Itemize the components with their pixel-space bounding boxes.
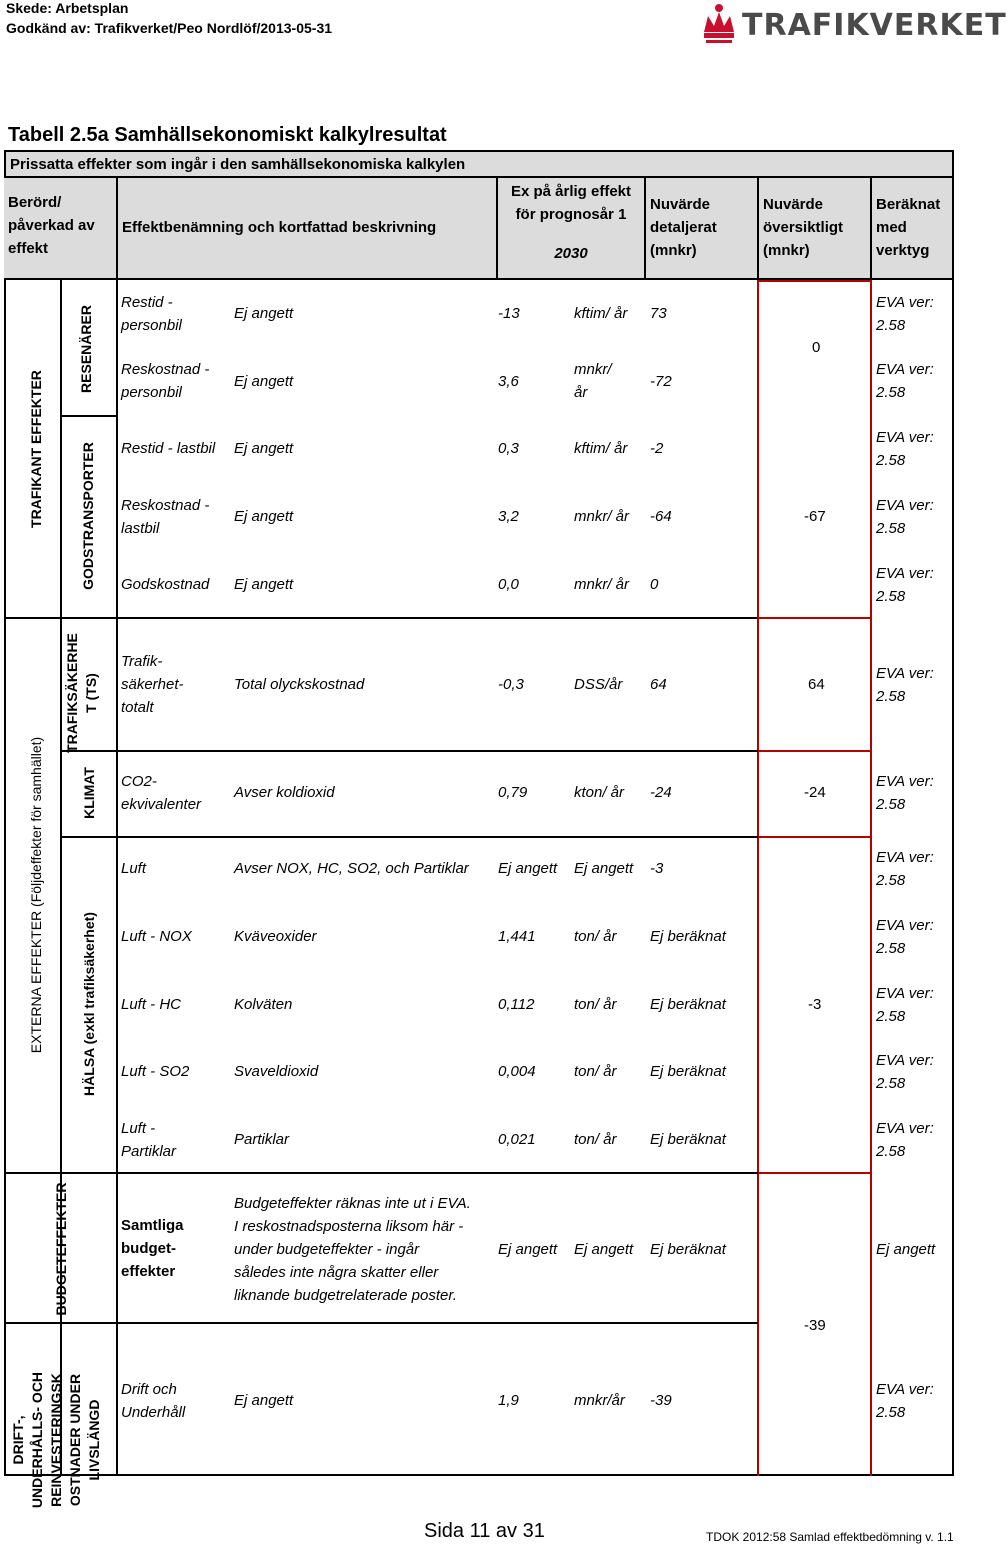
row-desc: Avser koldioxid <box>234 784 335 801</box>
row-co2-name: CO2- ekvivalenter <box>121 773 202 813</box>
table-title: Tabell 2.5a Samhällsekonomiskt kalkylresultat <box>8 124 447 146</box>
row-value: -13 <box>498 305 520 322</box>
row-desc: Ej angett <box>234 576 294 593</box>
row-desc: Ej angett <box>234 305 294 322</box>
page-number: Sida 11 av 31 <box>424 1520 545 1542</box>
row-desc: Avser NOX, HC, SO2, och Partiklar <box>234 860 469 877</box>
row-desc: Ej angett <box>234 373 294 390</box>
header-calculated: Beräknat med verktyg <box>872 178 954 280</box>
row-tool: EVA ver: 2.58 <box>876 429 934 469</box>
group-budget: BUDGETEFFEKTER <box>53 1182 69 1316</box>
row-value: 0,004 <box>498 1063 536 1080</box>
row-tool: EVA ver: 2.58 <box>876 665 934 705</box>
overview-halsa: -3 <box>808 996 822 1013</box>
divider <box>4 1322 118 1324</box>
row-unit: Ej angett <box>574 1241 634 1258</box>
group-halsa: HÄLSA (exkl trafiksäkerhet) <box>81 912 97 1096</box>
row-npv: -24 <box>650 784 672 801</box>
divider <box>116 280 118 1476</box>
row-value: 0,79 <box>498 784 528 801</box>
group-resenarer: RESENÄRER <box>78 305 94 393</box>
row-drift-name: Drift och Underhåll <box>121 1381 186 1421</box>
row-npv: 64 <box>650 676 667 693</box>
row-tool: EVA ver: 2.58 <box>876 1381 934 1421</box>
row-unit: ton/ år <box>574 1131 617 1148</box>
row-desc: Ej angett <box>234 440 294 457</box>
row-npv: Ej beräknat <box>650 1131 726 1148</box>
row-tool: EVA ver: 2.58 <box>876 985 934 1025</box>
row-desc: Ej angett <box>234 1392 294 1409</box>
row-unit: ton/ år <box>574 1063 617 1080</box>
row-unit: mnkr/ år <box>574 361 612 401</box>
red-divider <box>757 280 759 1476</box>
row-value: 3,2 <box>498 508 519 525</box>
divider <box>118 836 758 838</box>
row-npv: 0 <box>650 576 659 593</box>
row-value: Ej angett <box>498 1241 558 1258</box>
divider <box>118 1322 758 1324</box>
row-unit: ton/ år <box>574 928 617 945</box>
row-desc: Kväveoxider <box>234 928 317 945</box>
row-tool: EVA ver: 2.58 <box>876 565 934 605</box>
row-luft-nox-name: Luft - NOX <box>121 928 192 945</box>
row-luft-hc-name: Luft - HC <box>121 996 182 1013</box>
red-divider <box>757 1172 872 1174</box>
group-trafiksakerhet: TRAFIKSÄKERHE T (TS) <box>64 633 99 753</box>
header-npv-overview: Nuvärde översiktligt (mnkr) <box>759 178 872 280</box>
overview-trafikant-b: -67 <box>804 508 826 525</box>
row-value: 0,112 <box>498 996 535 1013</box>
row-tool: EVA ver: 2.58 <box>876 361 934 401</box>
row-tool: EVA ver: 2.58 <box>876 294 934 334</box>
group-godstransporter: GODSTRANSPORTER <box>80 442 96 590</box>
row-unit: kftim/ år <box>574 440 628 457</box>
red-divider <box>870 280 872 1476</box>
row-unit: kton/ år <box>574 784 625 801</box>
row-value: 0,021 <box>498 1131 536 1148</box>
red-divider <box>757 836 872 838</box>
row-luft-partiklar-name: Luft - Partiklar <box>121 1120 177 1160</box>
divider <box>118 750 758 752</box>
row-npv: Ej beräknat <box>650 1063 726 1080</box>
row-trafiksakerhet-name: Trafik- säkerhet- totalt <box>121 653 184 716</box>
row-reskostnad-lastbil-name: Reskostnad - lastbil <box>121 497 210 537</box>
row-npv: Ej beräknat <box>650 928 726 945</box>
group-klimat: KLIMAT <box>81 767 97 819</box>
overview-klimat: -24 <box>804 784 826 801</box>
row-restid-personbil-name: Restid - personbil <box>121 294 182 334</box>
row-unit: kftim/ år <box>574 305 628 322</box>
header-affected: Berörd/ påverkad av effekt <box>4 178 118 280</box>
divider <box>118 1172 758 1174</box>
row-tool: EVA ver: 2.58 <box>876 917 934 957</box>
row-value: 0,0 <box>498 576 519 593</box>
group-trafikant: TRAFIKANT EFFEKTER <box>28 370 44 528</box>
trafikverket-logo <box>700 2 1007 50</box>
row-tool: EVA ver: 2.58 <box>876 497 934 537</box>
row-desc: Svaveldioxid <box>234 1063 319 1080</box>
row-value: 1,9 <box>498 1392 519 1409</box>
row-tool: EVA ver: 2.58 <box>876 1120 934 1160</box>
row-npv: -64 <box>650 508 672 525</box>
row-restid-lastbil-name: Restid - lastbil <box>121 440 216 457</box>
row-value: -0,3 <box>498 676 524 693</box>
row-npv: -39 <box>650 1392 672 1409</box>
row-npv: 73 <box>650 305 667 322</box>
group-externa: EXTERNA EFFEKTER (Följdeffekter för samhället) <box>28 736 44 1054</box>
row-unit: mnkr/år <box>574 1392 625 1409</box>
red-divider <box>757 750 872 752</box>
row-unit: DSS/år <box>574 676 623 693</box>
row-value: 3,6 <box>498 373 519 390</box>
row-unit: ton/ år <box>574 996 617 1013</box>
header-example: Ex på årlig effekt för prognosår 1 2030 <box>498 178 646 280</box>
group-drift: DRIFT-, UNDERHÅLLS- OCH REINVESTERINGSK OSTNADER UNDER LIVSLÄNGD <box>10 1371 102 1509</box>
row-budget-desc: Budgeteffekter räknas inte ut i EVA. I reskostnadsposterna liksom här - under budgeteffekter - ingår således inte några skatter eller liknande budgetrelaterade poster. <box>234 1195 471 1304</box>
row-npv: -3 <box>650 860 664 877</box>
header-npv-detailed: Nuvärde detaljerat (mnkr) <box>646 178 759 280</box>
header-effect-name: Effektbenämning och kortfattad beskrivning <box>118 178 498 280</box>
row-value: 1,441 <box>498 928 536 945</box>
source-stage: Skede: Arbetsplan <box>6 0 129 16</box>
document-id: TDOK 2012:58 Samlad effektbedömning v. 1.1 <box>706 1530 954 1544</box>
row-desc: Partiklar <box>234 1131 290 1148</box>
approved-by: Godkänd av: Trafikverket/Peo Nordlöf/2013-05-31 <box>6 20 333 36</box>
table-subtitle: Prissatta effekter som ingår i den samhällsekonomiska kalkylen <box>4 150 954 178</box>
row-value: 0,3 <box>498 440 519 457</box>
red-divider <box>757 280 872 282</box>
logo-text: TRAFIKVERKET <box>742 8 1007 43</box>
row-luft-name: Luft <box>121 860 147 877</box>
row-tool: EVA ver: 2.58 <box>876 773 934 813</box>
row-desc: Ej angett <box>234 508 294 525</box>
row-npv: -2 <box>650 440 664 457</box>
row-npv: Ej beräknat <box>650 996 726 1013</box>
row-value: Ej angett <box>498 860 558 877</box>
row-tool: EVA ver: 2.58 <box>876 1052 934 1092</box>
divider <box>4 1172 118 1174</box>
row-npv: -72 <box>650 373 672 390</box>
overview-trafikant-a: 0 <box>812 339 821 356</box>
row-tool: Ej angett <box>876 1241 936 1258</box>
red-divider <box>757 617 872 619</box>
divider <box>4 617 758 619</box>
row-unit: mnkr/ år <box>574 508 630 525</box>
row-npv: Ej beräknat <box>650 1241 726 1258</box>
row-desc: Total olyckskostnad <box>234 676 365 693</box>
row-tool: EVA ver: 2.58 <box>876 849 934 889</box>
crown-icon <box>700 2 738 48</box>
row-unit: mnkr/ år <box>574 576 630 593</box>
row-godskostnad-name: Godskostnad <box>121 576 210 593</box>
row-unit: Ej angett <box>574 860 634 877</box>
row-luft-so2-name: Luft - SO2 <box>121 1063 190 1080</box>
row-budget-name: Samtliga budget- effekter <box>121 1217 184 1280</box>
overview-ts: 64 <box>808 676 825 693</box>
row-reskostnad-personbil-name: Reskostnad - personbil <box>121 361 210 401</box>
overview-budget-drift: -39 <box>804 1317 826 1334</box>
row-desc: Kolväten <box>234 996 293 1013</box>
